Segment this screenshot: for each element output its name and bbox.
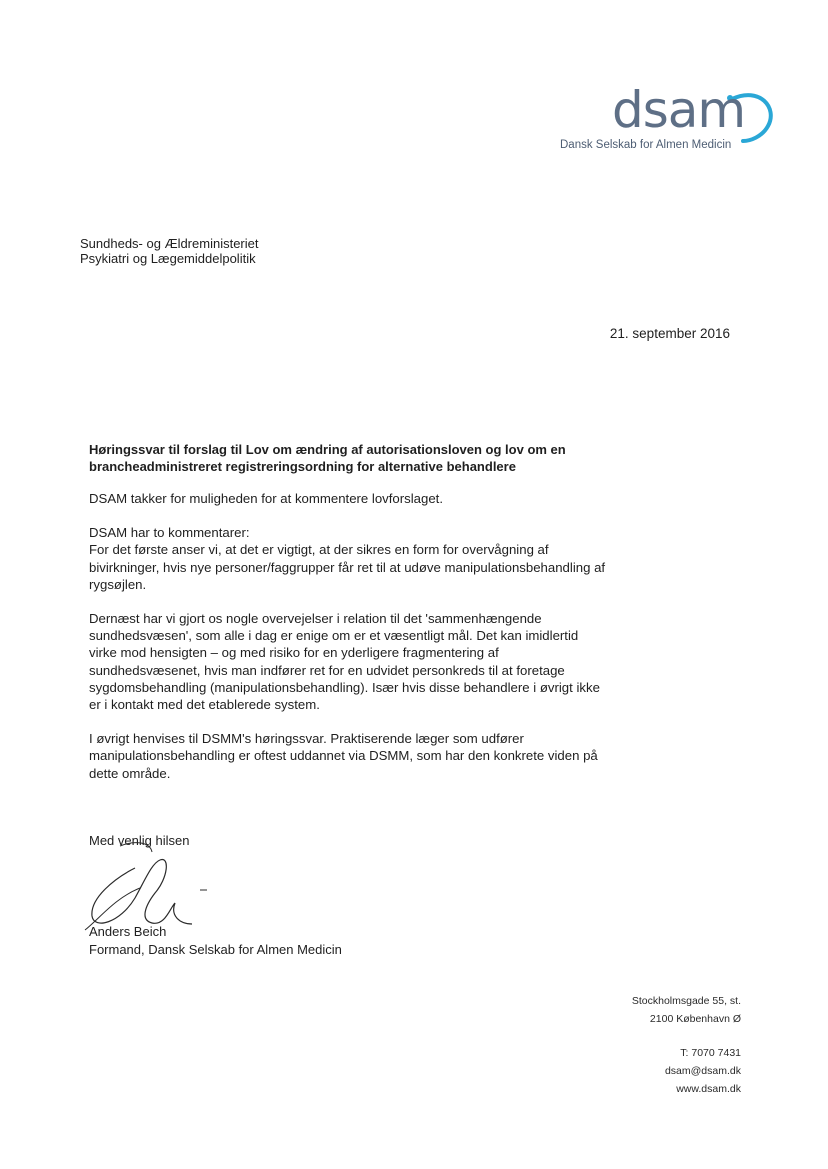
- contact-phone: T: 7070 7431: [680, 1047, 741, 1059]
- letter-body: [89, 490, 609, 799]
- contact-city: 2100 København Ø: [649, 1013, 741, 1025]
- body-paragraph: Dernæst har vi gjort os nogle overvejelser i relation til det 'sammenhængende sundhedsvæsen', som alle i dag er enige om er et væsentligt mål. Det kan imidlertid virke mod hensigten – og med risiko for en yderligere fragmentering af sundhedsvæsenet, hvis man indfører ret for en udvidet personkreds til at foretage sygdomsbehandling (manipulationsbehandling). Især hvis disse behandlere i øvrigt ikke er i kontakt med det etablerede system.: [89, 611, 600, 713]
- closing-salutation: Med venlig hilsen: [89, 833, 190, 848]
- dsam-logo: [560, 81, 780, 166]
- body-paragraph: For det første anser vi, at det er vigtigt, at der sikres en form for overvågning af bivirkninger, hvis nye personer/faggrupper får ret til at udøve manipulationsbehandling af rygsøjlen.: [89, 542, 606, 592]
- logo-wordmark: dsam: [612, 81, 746, 139]
- contact-email: dsam@dsam.dk: [664, 1065, 741, 1077]
- body-paragraph: DSAM takker for muligheden for at kommentere lovforslaget.: [89, 491, 444, 506]
- addressee-block: [80, 236, 258, 266]
- signer-name: Anders Beich: [89, 924, 167, 939]
- letter-date: 21. september 2016: [609, 326, 730, 341]
- contact-street: Stockholmsgade 55, st.: [631, 995, 741, 1007]
- addressee-line: Psykiatri og Lægemiddelpolitik: [80, 251, 256, 266]
- body-paragraph-intro: DSAM har to kommentarer:: [89, 525, 250, 541]
- contact-block: [560, 992, 741, 1098]
- signer-block: [89, 923, 342, 958]
- body-paragraph: I øvrigt henvises til DSMM's høringssvar. Praktiserende læger som udfører manipulationsbehandling er oftest uddannet via DSMM, som har den konkrete viden på dette område.: [89, 731, 598, 781]
- signer-title: Formand, Dansk Selskab for Almen Medicin: [89, 941, 342, 957]
- addressee-line: Sundheds- og Ældreministeriet: [80, 236, 259, 251]
- letter-subject: Høringssvar til forslag til Lov om ændring af autorisationsloven og lov om en brancheadministreret registreringsordning for alternative behandlere: [89, 442, 566, 474]
- logo-tagline: Dansk Selskab for Almen Medicin: [560, 139, 732, 151]
- contact-web: www.dsam.dk: [676, 1083, 741, 1095]
